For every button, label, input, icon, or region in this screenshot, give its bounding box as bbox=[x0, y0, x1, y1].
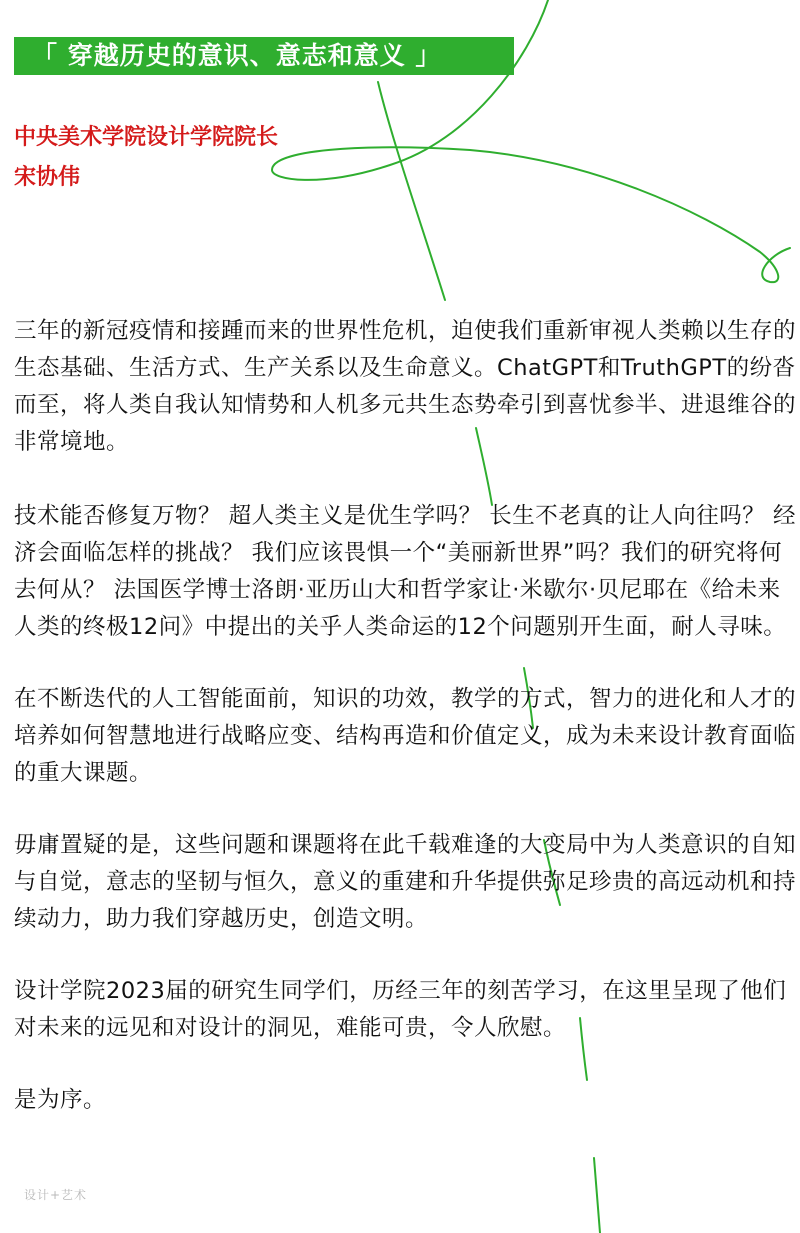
paragraph-3: 在不断迭代的人工智能面前，知识的功效，教学的方式，智力的进化和人才的培养如何智慧地进行战略应变、结构再造和价值定义，成为未来设计教育面临的重大课题。 bbox=[14, 686, 797, 786]
author-name: 宋协伟 bbox=[14, 165, 81, 190]
paragraph-6: 是为序。 bbox=[14, 1087, 107, 1113]
page-title: 「 穿越历史的意识、意志和意义 」 bbox=[32, 41, 442, 70]
diagonal-stroke bbox=[378, 82, 445, 300]
article-body bbox=[14, 313, 799, 1154]
paragraph-2: 技术能否修复万物？ 超人类主义是优生学吗？ 长生不老真的让人向往吗？ 经济会面临怎样的挑战？ 我们应该畏惧一个“美丽新世界”吗？我们的研究将何去何从？ 法国医学博士洛朗·亚历山大和哲学家让·米歇尔·贝尼耶在《给未来人类的终极12问》中提出的关乎人类命运的12个问题别开生面，耐人寻味。 bbox=[14, 503, 796, 640]
paragraph-5: 设计学院2023届的研究生同学们，历经三年的刻苦学习，在这里呈现了他们对未来的远见和对设计的洞见，难能可贵，令人欣慰。 bbox=[14, 978, 787, 1041]
title-banner bbox=[14, 37, 514, 75]
paragraph-4: 毋庸置疑的是，这些问题和课题将在此千载难逢的大变局中为人类意识的自知与自觉，意志的坚韧与恒久，意义的重建和升华提供弥足珍贵的高远动机和持续动力，助力我们穿越历史，创造文明。 bbox=[14, 832, 797, 932]
descending-stroke-5 bbox=[594, 1158, 600, 1233]
paragraph-1: 三年的新冠疫情和接踵而来的世界性危机，迫使我们重新审视人类赖以生存的生态基础、生活方式、生产关系以及生命意义。ChatGPT和TruthGPT的纷沓而至，将人类自我认知情势和人机多元共生态势牵引到喜忧参半、进退维谷的非常境地。 bbox=[14, 318, 797, 455]
author-block bbox=[14, 118, 278, 198]
watermark: 设计+艺术 bbox=[24, 1188, 88, 1202]
author-position: 中央美术学院设计学院院长 bbox=[14, 125, 279, 150]
